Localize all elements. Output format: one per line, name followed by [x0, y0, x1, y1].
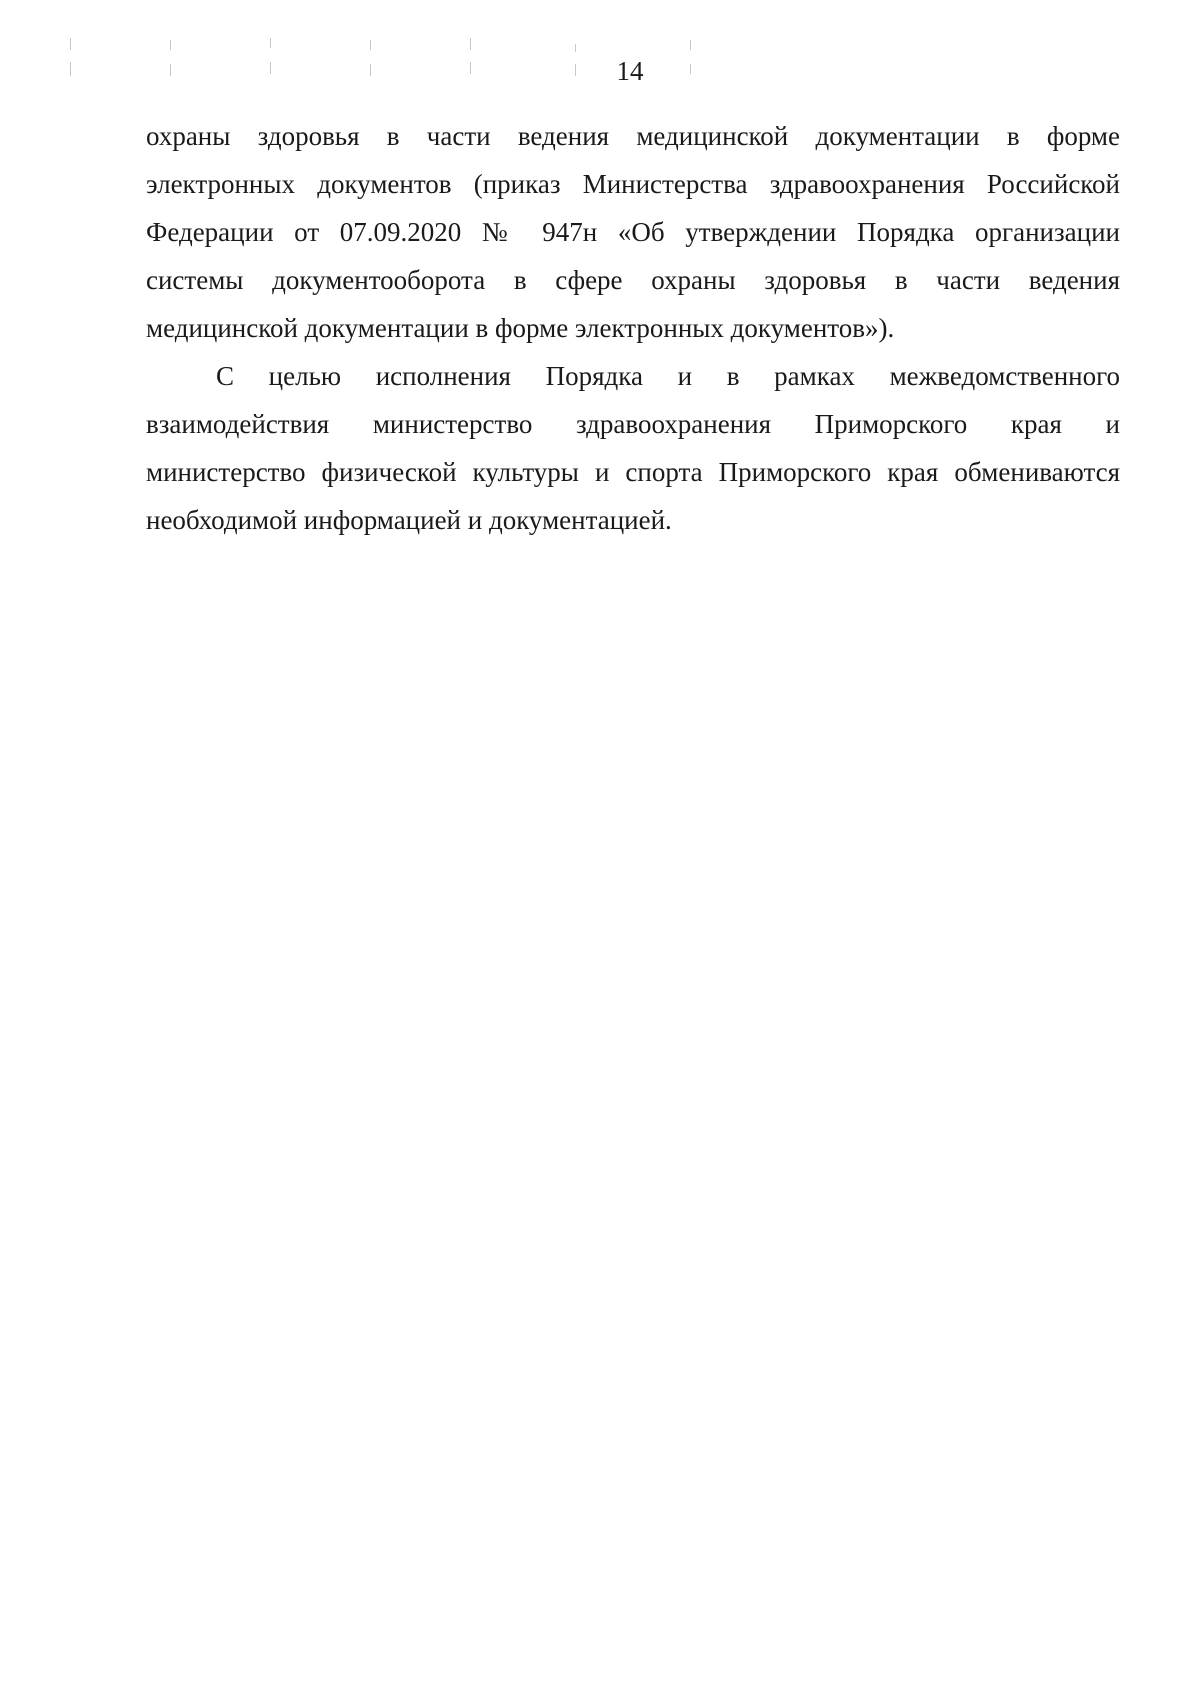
text-line: охраны здоровья в части ведения медицинской документации в форме	[146, 121, 1120, 151]
text-line: системы документооборота в сфере охраны здоровья в части ведения	[146, 265, 1120, 295]
paragraph-continuation	[146, 112, 1120, 352]
text-line: необходимой информацией и документацией.	[146, 505, 672, 535]
text-line: министерство физической культуры и спорта Приморского края обмениваются	[146, 457, 1120, 487]
document-body	[146, 112, 1120, 544]
text-line: Федерации от 07.09.2020 № 947н «Об утверждении Порядка организации	[146, 217, 1120, 247]
paragraph-interaction	[146, 352, 1120, 544]
text-line: С целью исполнения Порядка и в рамках межведомственного	[216, 361, 1120, 391]
text-line: медицинской документации в форме электронных документов»).	[146, 313, 895, 343]
page-number: 14	[616, 56, 644, 86]
text-line: взаимодействия министерство здравоохранения Приморского края и	[146, 409, 1120, 439]
text-line: электронных документов (приказ Министерства здравоохранения Российской	[146, 169, 1120, 199]
